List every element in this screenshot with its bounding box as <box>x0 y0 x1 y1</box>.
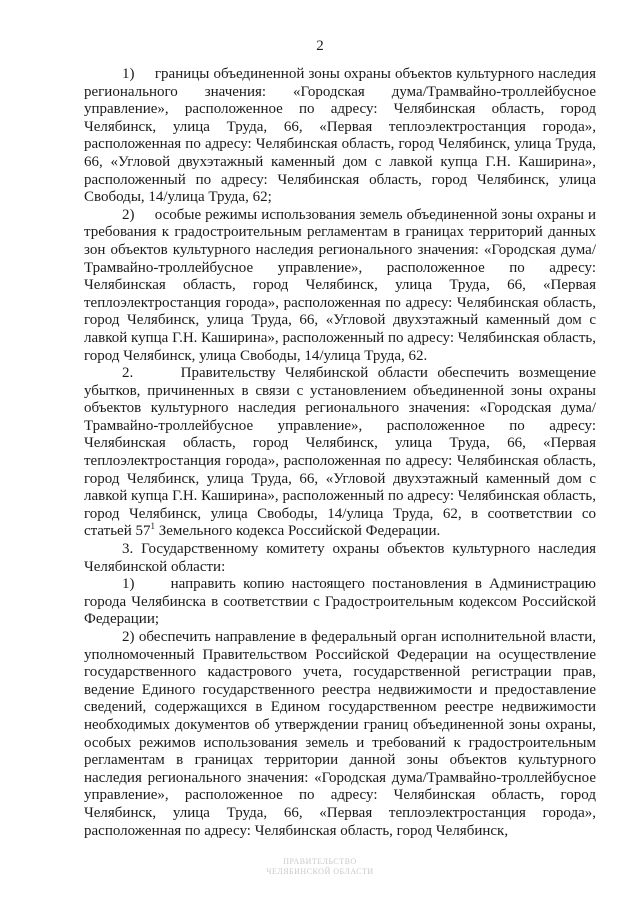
paragraph-land-use-regimes: 2) особые режимы использования земель объединенной зоны охраны и требования к градостроительным регламентам в границах территорий данных зон объектов культурного наследия регионального значения: «Городская дума/Трамвайно-троллейбусное управление», расположенное по адресу: Челябинская область, город Челябинск, улица Труда, 66, «Первая теплоэлектростанция города», расположенная по адресу: Челябинская область, город Челябинск, улица Труда, 66, «Угловой двухэтажный каменный дом с лавкой купца Г.Н. Каширина», расположенный по адресу: Челябинская область, город Челябинск, улица Свободы, 14/улица Труда, 62. <box>84 206 596 364</box>
watermark-line-1: ПРАВИТЕЛЬСТВО <box>283 857 357 866</box>
compensation-text-tail: Земельного кодекса Российской Федерации. <box>155 523 441 540</box>
paragraph-boundaries: 1) границы объединенной зоны охраны объектов культурного наследия регионального значения: «Городская дума/Трамвайно-троллейбусное управление», расположенное по адресу: Челябинская область, город Челябинск, улица Труда, 66, «Первая теплоэлектростанция города», расположенная по адресу: Челябинская область, город Челябинск, улица Труда, 66, «Угловой двухэтажный каменный дом с лавкой купца Г.Н. Каширина», расположенный по адресу: Челябинская область, город Челябинск, улица Свободы, 14/улица Труда, 62; <box>84 66 596 206</box>
paragraph-compensation <box>84 365 596 541</box>
government-watermark <box>0 857 640 877</box>
paragraph-send-copy: 1) направить копию настоящего постановления в Администрацию города Челябинска в соответствии с Градостроительным кодексом Российской Федерации; <box>84 576 596 628</box>
watermark-line-2: ЧЕЛЯБИНСКОЙ ОБЛАСТИ <box>266 867 374 876</box>
paragraph-registry: 2) обеспечить направление в федеральный орган исполнительной власти, уполномоченный Правительством Российской Федерации на осуществление государственного кадастрового учета, государственной регистрации прав, ведение Единого государственного реестра недвижимости и предоставление сведений, содержащихся в Едином государственном реестре недвижимости необходимых документов об утверждении границ объединенной зоны охраны, особых режимов использования земель и требований к градостроительным регламентам в границах территории данной зоны объектов культурного наследия регионального значения: «Городская дума/Трамвайно-троллейбусное управление», расположенное по адресу: Челябинская область, город Челябинск, улица Труда, 66, «Первая теплоэлектростанция города», расположенная по адресу: Челябинская область, город Челябинск, <box>84 629 596 839</box>
paragraph-committee: 3. Государственному комитету охраны объектов культурного наследия Челябинской области: <box>84 541 596 575</box>
compensation-text: 2. Правительству Челябинской области обеспечить возмещение убытков, причиненных в связи с установлением объединенной зоны охраны объектов культурного наследия регионального значения: «Городская дума/Трамвайно-троллейбусное управление», расположенное по адресу: Челябинская область, город Челябинск, улица Труда, 66, «Первая теплоэлектростанция города», расположенная по адресу: Челябинская область, город Челябинск, улица Труда, 66, «Угловой двухэтажный каменный дом с лавкой купца Г.Н. Каширина», расположенный по адресу: Челябинская область, город Челябинск, улица Свободы, 14/улица Труда, 62, в соответствии со статьей 57 <box>84 365 596 540</box>
page-number: 2 <box>316 38 324 54</box>
article-superscript: 1 <box>150 521 155 532</box>
document-body <box>84 66 596 840</box>
